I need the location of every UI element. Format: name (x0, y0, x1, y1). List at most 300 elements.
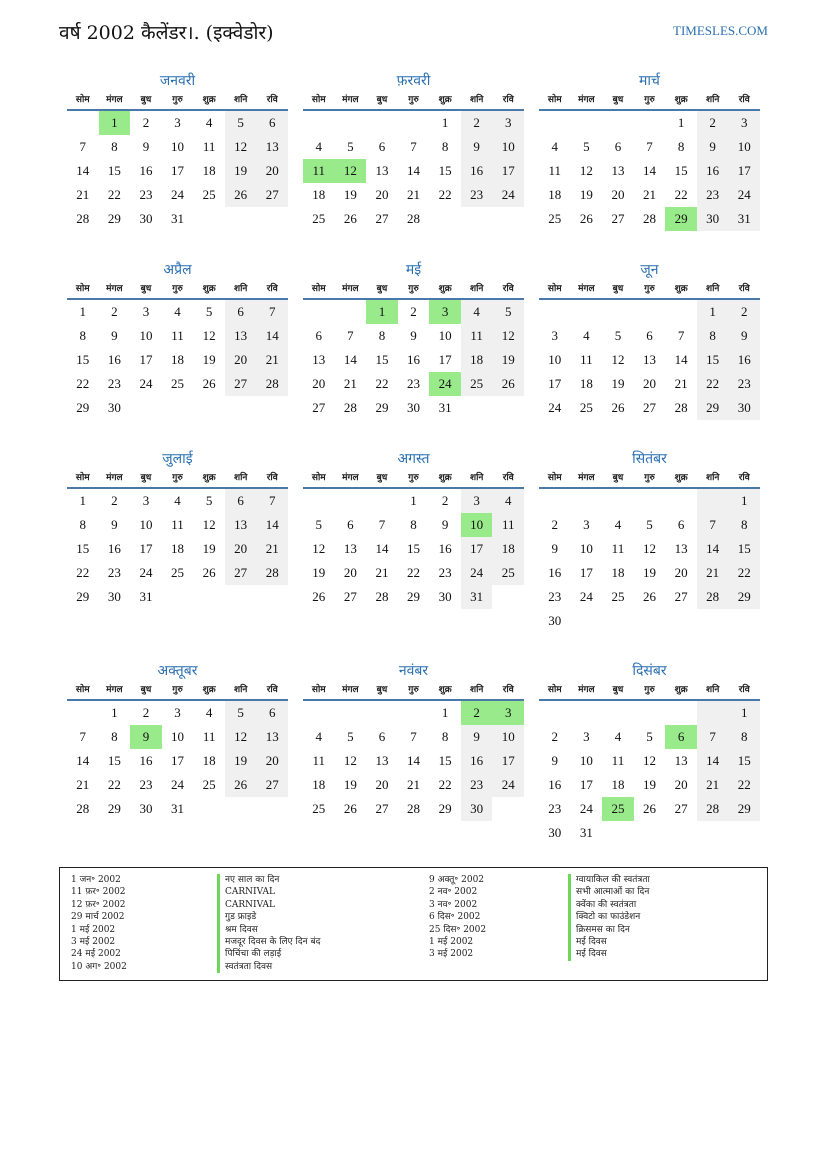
day-cell: 1 (111, 705, 118, 720)
weekday-label: मंगल (578, 284, 595, 294)
empty-cell (539, 300, 571, 324)
day-cell: 3 (461, 489, 493, 513)
empty-cell (728, 821, 760, 845)
weekday-label: मंगल (106, 95, 123, 105)
month-calendar (303, 260, 524, 420)
empty-cell (634, 111, 666, 135)
day-cell: 22 (76, 376, 90, 391)
empty-cell (492, 585, 524, 609)
weekday-label: मंगल (106, 473, 123, 483)
day-cell: 28 (343, 400, 357, 415)
weekday-label: सोम (311, 473, 326, 483)
weekday-label: सोम (547, 685, 562, 695)
holiday-date: 3 नव॰ 2002 (429, 899, 478, 910)
day-cell: 19 (492, 348, 524, 372)
holiday-name: मई दिवस (568, 948, 650, 960)
day-cell: 1 (697, 300, 729, 324)
day-cell: 20 (225, 348, 257, 372)
day-cell: 27 (674, 801, 688, 816)
day-cell: 5 (205, 304, 213, 319)
day-cell: 17 (139, 352, 153, 367)
month-name: जून (640, 262, 659, 278)
holiday-name: CARNIVAL (217, 899, 320, 911)
month-calendar (303, 661, 524, 821)
month-name: अप्रैल (163, 262, 192, 278)
day-cell: 18 (611, 777, 625, 792)
empty-cell (461, 207, 493, 231)
empty-cell (256, 207, 288, 231)
day-cell: 29 (76, 589, 90, 604)
day-cell: 31 (171, 211, 185, 226)
empty-cell (492, 207, 524, 231)
day-cell: 8 (728, 725, 760, 749)
day-cell: 21 (407, 187, 421, 202)
day-cell: 23 (548, 589, 562, 604)
week-row (539, 396, 760, 420)
day-cell: 19 (202, 352, 216, 367)
day-cell: 1 (366, 300, 398, 324)
day-cell: 6 (256, 701, 288, 725)
weekday-label: बुध (376, 473, 388, 483)
holiday-date: 2 नव॰ 2002 (429, 887, 478, 898)
day-cell: 28 (76, 801, 90, 816)
day-cell: 31 (461, 585, 493, 609)
day-cell: 17 (461, 537, 493, 561)
day-cell: 13 (256, 725, 288, 749)
day-cell: 27 (256, 183, 288, 207)
day-cell: 4 (492, 489, 524, 513)
day-cell: 1 (79, 493, 87, 508)
week-row (67, 111, 288, 135)
day-cell: 7 (646, 139, 653, 154)
day-cell: 23 (461, 773, 493, 797)
day-cell: 7 (697, 513, 729, 537)
weekday-label: रवि (738, 473, 750, 483)
day-cell: 15 (728, 749, 760, 773)
week-row (67, 348, 288, 372)
empty-cell (634, 489, 666, 513)
empty-cell (571, 300, 603, 324)
day-cell: 31 (438, 400, 452, 415)
holiday-dates-right (429, 874, 486, 961)
day-cell: 25 (171, 565, 185, 580)
day-cell: 8 (441, 729, 449, 744)
day-cell: 10 (579, 753, 593, 768)
week-row (303, 207, 524, 231)
day-cell: 14 (375, 541, 389, 556)
empty-cell (303, 300, 335, 324)
month-calendar (539, 449, 760, 633)
empty-cell (602, 489, 634, 513)
day-cell: 19 (312, 565, 326, 580)
empty-cell (665, 489, 697, 513)
holiday-date: 25 दिस॰ 2002 (429, 924, 487, 935)
day-cell: 3 (728, 111, 760, 135)
day-cell: 30 (728, 396, 760, 420)
holiday-date: 3 मई 2002 (71, 937, 116, 948)
day-cell: 25 (202, 187, 216, 202)
holiday-names-left (217, 874, 320, 973)
month-calendar (539, 661, 760, 845)
weekday-header (67, 91, 288, 111)
day-cell: 29 (407, 589, 421, 604)
empty-cell (256, 585, 288, 609)
weekday-label: शनि (705, 284, 720, 294)
weekday-label: सोम (547, 95, 562, 105)
day-cell: 18 (461, 348, 493, 372)
week-row (67, 725, 288, 749)
weekday-label: शनि (233, 473, 248, 483)
holiday-date: 1 मई 2002 (71, 924, 116, 935)
day-cell: 28 (674, 400, 688, 415)
day-cell: 15 (76, 541, 90, 556)
holiday-name: CARNIVAL (217, 886, 320, 898)
weekday-label: शुक्र (202, 685, 216, 695)
day-cell: 7 (697, 725, 729, 749)
empty-cell (366, 701, 398, 725)
weekday-label: शुक्र (674, 685, 688, 695)
day-cell: 25 (312, 801, 326, 816)
day-cell: 7 (79, 139, 87, 154)
day-cell: 9 (551, 753, 559, 768)
day-cell: 19 (202, 541, 216, 556)
holiday-name: पिचिंचा की लड़ाई (217, 948, 320, 960)
day-cell: 29 (107, 801, 121, 816)
weekday-header (67, 469, 288, 489)
week-row (539, 609, 760, 633)
empty-cell (539, 701, 571, 725)
empty-cell (634, 609, 666, 633)
week-row (539, 537, 760, 561)
empty-cell (335, 111, 367, 135)
empty-cell (429, 207, 461, 231)
day-cell: 11 (611, 541, 625, 556)
day-cell: 5 (583, 139, 590, 154)
empty-cell (303, 489, 335, 513)
week-row (67, 585, 288, 609)
day-cell: 9 (728, 324, 760, 348)
weekday-header (539, 681, 760, 701)
day-cell: 18 (492, 537, 524, 561)
site-link[interactable]: TIMESLES.COM (673, 23, 768, 38)
day-cell: 11 (171, 517, 184, 532)
day-cell: 4 (614, 517, 622, 532)
day-cell: 2 (142, 115, 150, 130)
week-row (67, 537, 288, 561)
day-cell: 19 (643, 777, 657, 792)
day-cell: 26 (643, 589, 657, 604)
weekday-label: रवि (266, 473, 278, 483)
day-cell: 7 (79, 729, 87, 744)
day-cell: 28 (407, 801, 421, 816)
day-cell: 19 (343, 777, 357, 792)
day-cell: 1 (99, 111, 131, 135)
weekday-label: शुक्र (674, 95, 688, 105)
day-cell: 24 (548, 400, 562, 415)
weekday-label: गुरु (408, 284, 419, 294)
day-cell: 26 (611, 400, 625, 415)
weekday-label: शनि (233, 685, 248, 695)
day-cell: 20 (225, 537, 257, 561)
day-cell: 22 (107, 777, 121, 792)
empty-cell (335, 300, 367, 324)
day-cell: 27 (375, 801, 389, 816)
day-cell: 23 (139, 777, 153, 792)
week-row (67, 396, 288, 420)
weekday-label: शनि (469, 473, 484, 483)
day-cell: 5 (646, 517, 653, 532)
day-cell: 19 (643, 565, 657, 580)
day-cell: 20 (375, 187, 389, 202)
weekday-label: गुरु (644, 685, 655, 695)
day-cell: 12 (643, 541, 657, 556)
week-row (67, 135, 288, 159)
day-cell: 16 (697, 159, 729, 183)
day-cell: 18 (579, 376, 593, 391)
week-row (67, 324, 288, 348)
day-cell: 23 (438, 565, 452, 580)
week-row (539, 159, 760, 183)
empty-cell (602, 821, 634, 845)
day-cell: 11 (461, 324, 493, 348)
empty-cell (398, 111, 430, 135)
day-cell: 30 (461, 797, 493, 821)
empty-cell (492, 396, 524, 420)
day-cell: 23 (461, 183, 493, 207)
day-cell: 9 (697, 135, 729, 159)
day-cell: 20 (375, 777, 389, 792)
empty-cell (162, 585, 194, 609)
day-cell: 15 (375, 352, 389, 367)
week-row (67, 749, 288, 773)
weekday-label: बुध (612, 685, 624, 695)
day-cell: 2 (697, 111, 729, 135)
empty-cell (539, 111, 571, 135)
weekday-label: शुक्र (674, 473, 688, 483)
weekday-label: गुरु (644, 284, 655, 294)
day-cell: 8 (79, 517, 87, 532)
day-cell: 28 (643, 211, 657, 226)
day-cell: 2 (461, 701, 493, 725)
week-row (67, 513, 288, 537)
day-cell: 15 (76, 352, 90, 367)
week-row (539, 513, 760, 537)
day-cell: 3 (142, 304, 150, 319)
month-calendar (539, 260, 760, 420)
day-cell: 11 (580, 352, 593, 367)
day-cell: 2 (111, 304, 118, 319)
weekday-label: रवि (502, 685, 514, 695)
day-cell: 4 (551, 139, 559, 154)
day-cell: 12 (312, 541, 326, 556)
day-cell: 16 (461, 749, 493, 773)
empty-cell (571, 701, 603, 725)
day-cell: 27 (225, 372, 257, 396)
week-row (303, 701, 524, 725)
day-cell: 25 (611, 589, 625, 604)
empty-cell (634, 821, 666, 845)
weekday-label: शुक्र (438, 473, 452, 483)
day-cell: 19 (225, 749, 257, 773)
weekday-label: गुरु (644, 473, 655, 483)
day-cell: 17 (548, 376, 562, 391)
day-cell: 10 (728, 135, 760, 159)
empty-cell (697, 821, 729, 845)
day-cell: 9 (551, 541, 559, 556)
empty-cell (256, 797, 288, 821)
empty-cell (366, 489, 398, 513)
day-cell: 15 (438, 163, 452, 178)
empty-cell (225, 207, 257, 231)
holiday-date: 1 जन॰ 2002 (71, 875, 121, 885)
day-cell: 11 (611, 753, 625, 768)
weekday-label: शनि (469, 685, 484, 695)
day-cell: 21 (697, 561, 729, 585)
day-cell: 28 (697, 585, 729, 609)
weekday-label: शुक्र (674, 284, 688, 294)
day-cell: 30 (548, 825, 562, 840)
day-cell: 25 (461, 372, 493, 396)
day-cell: 13 (674, 753, 688, 768)
month-name: अक्तूबर (157, 663, 198, 679)
empty-cell (602, 609, 634, 633)
week-row (539, 324, 760, 348)
day-cell: 17 (492, 159, 524, 183)
day-cell: 28 (256, 561, 288, 585)
empty-cell (67, 111, 99, 135)
month-calendar (303, 449, 524, 609)
week-row (303, 513, 524, 537)
day-cell: 31 (171, 801, 185, 816)
day-cell: 16 (438, 541, 452, 556)
empty-cell (366, 111, 398, 135)
week-row (539, 183, 760, 207)
day-cell: 30 (107, 400, 121, 415)
day-cell: 15 (407, 541, 421, 556)
day-cell: 11 (202, 139, 216, 154)
month-name: जुलाई (162, 451, 193, 467)
weekday-label: रवि (738, 95, 750, 105)
day-cell: 24 (492, 183, 524, 207)
week-row (303, 725, 524, 749)
week-row (539, 749, 760, 773)
day-cell: 9 (410, 328, 417, 343)
day-cell: 18 (171, 541, 185, 556)
week-row (67, 773, 288, 797)
weekday-header (67, 280, 288, 300)
empty-cell (398, 701, 430, 725)
day-cell: 3 (492, 701, 524, 725)
day-cell: 6 (677, 517, 685, 532)
day-cell: 17 (438, 352, 452, 367)
day-cell: 16 (548, 565, 562, 580)
week-row (67, 300, 288, 324)
week-row (303, 111, 524, 135)
weekday-label: रवि (502, 95, 514, 105)
day-cell: 5 (225, 111, 257, 135)
week-row (303, 372, 524, 396)
day-cell: 5 (205, 493, 213, 508)
day-cell: 28 (697, 797, 729, 821)
day-cell: 10 (492, 725, 524, 749)
day-cell: 12 (202, 328, 216, 343)
day-cell: 29 (76, 400, 90, 415)
day-cell: 13 (256, 135, 288, 159)
day-cell: 20 (611, 187, 625, 202)
day-cell: 3 (583, 729, 590, 744)
week-row (303, 348, 524, 372)
day-cell: 10 (579, 541, 593, 556)
day-cell: 20 (312, 376, 326, 391)
day-cell: 25 (579, 400, 593, 415)
day-cell: 7 (256, 489, 288, 513)
day-cell: 5 (347, 729, 354, 744)
day-cell: 8 (378, 328, 386, 343)
week-row (67, 489, 288, 513)
weekday-label: मंगल (342, 95, 359, 105)
weekday-label: मंगल (106, 685, 123, 695)
day-cell: 12 (492, 324, 524, 348)
weekday-label: शनि (469, 95, 484, 105)
day-cell: 6 (347, 517, 354, 532)
holiday-date: 3 मई 2002 (429, 949, 474, 960)
day-cell: 5 (347, 139, 354, 154)
day-cell: 25 (171, 376, 185, 391)
day-cell: 30 (438, 589, 452, 604)
week-row (539, 821, 760, 845)
holiday-date: 6 दिस॰ 2002 (429, 912, 481, 923)
day-cell: 14 (697, 537, 729, 561)
week-row (539, 561, 760, 585)
day-cell: 17 (728, 159, 760, 183)
day-cell: 17 (139, 541, 153, 556)
empty-cell (634, 300, 666, 324)
day-cell: 20 (643, 376, 657, 391)
weekday-header (303, 469, 524, 489)
day-cell: 20 (674, 565, 688, 580)
holiday-date: 1 मई 2002 (429, 937, 474, 948)
day-cell: 26 (225, 183, 257, 207)
day-cell: 9 (461, 135, 493, 159)
empty-cell (461, 396, 493, 420)
holiday-date: 10 अग॰ 2002 (71, 961, 127, 972)
day-cell: 8 (79, 328, 87, 343)
day-cell: 14 (697, 749, 729, 773)
day-cell: 24 (579, 589, 593, 604)
day-cell: 26 (579, 211, 593, 226)
day-cell: 15 (107, 163, 121, 178)
week-row (303, 797, 524, 821)
day-cell: 15 (438, 753, 452, 768)
day-cell: 15 (697, 348, 729, 372)
day-cell: 7 (410, 729, 417, 744)
weekday-label: मंगल (342, 473, 359, 483)
day-cell: 24 (579, 801, 593, 816)
day-cell: 10 (139, 517, 153, 532)
day-cell: 14 (407, 163, 421, 178)
day-cell: 18 (312, 187, 326, 202)
day-cell: 4 (315, 139, 323, 154)
day-cell: 14 (256, 324, 288, 348)
day-cell: 6 (378, 139, 386, 154)
day-cell: 27 (375, 211, 389, 226)
week-row (67, 207, 288, 231)
day-cell: 9 (130, 725, 162, 749)
empty-cell (225, 396, 257, 420)
holiday-date: 11 फ़र॰ 2002 (71, 887, 126, 898)
weekday-label: शुक्र (438, 95, 452, 105)
day-cell: 20 (343, 565, 357, 580)
